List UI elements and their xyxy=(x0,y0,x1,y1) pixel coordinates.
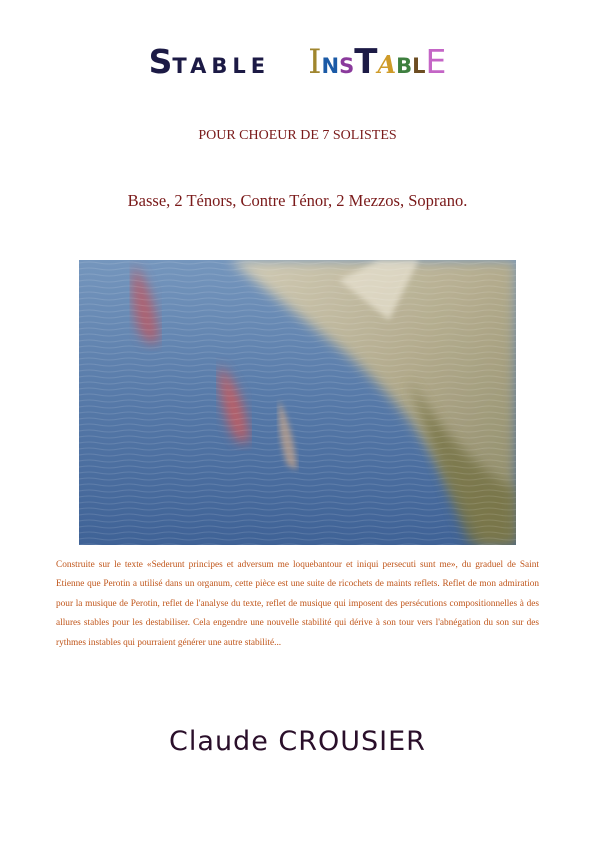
water-reflection-photo xyxy=(79,260,516,545)
title-letter: S xyxy=(339,54,355,78)
title-letter: E xyxy=(425,42,447,81)
title-letter: L xyxy=(412,54,426,78)
title-letter: I xyxy=(308,42,322,82)
title-letters: TABLE xyxy=(172,54,271,78)
subtitle: POUR CHOEUR DE 7 SOLISTES xyxy=(198,128,397,143)
composer-name: Claude CROUSIER xyxy=(169,726,426,757)
title-letter: T xyxy=(354,42,378,82)
description-paragraph: Construite sur le texte «Sederunt principes et adversum me loquebantour et iniqui persecuti sunt me», du graduel de Saint Etienne que Perotin a utilisé dans un organum, cette pièce est une suite de ricochets de maints reflets. Reflet de mon admiration pour la musique de Perotin, reflet de l'analyse du texte, reflet de musique qui imposent des persécutions compositionnelles à des allures stables pour les destabiliser. Cela engendre une nouvelle stabilité qui dérive à son tour vers l'abnégation du son sur des rythmes instables qui pourraient générer une autre stabilité... xyxy=(56,560,539,648)
water-reflection-image xyxy=(79,260,516,545)
voices-line: Basse, 2 Ténors, Contre Ténor, 2 Mezzos, Soprano. xyxy=(127,191,468,210)
title-word-stable xyxy=(149,40,270,90)
title-letter: A xyxy=(377,50,397,79)
title-letter: S xyxy=(148,42,173,81)
title-word-instable xyxy=(308,40,446,90)
page-title xyxy=(0,40,595,90)
title-letter: N xyxy=(321,54,340,78)
title-letter: B xyxy=(396,54,413,78)
